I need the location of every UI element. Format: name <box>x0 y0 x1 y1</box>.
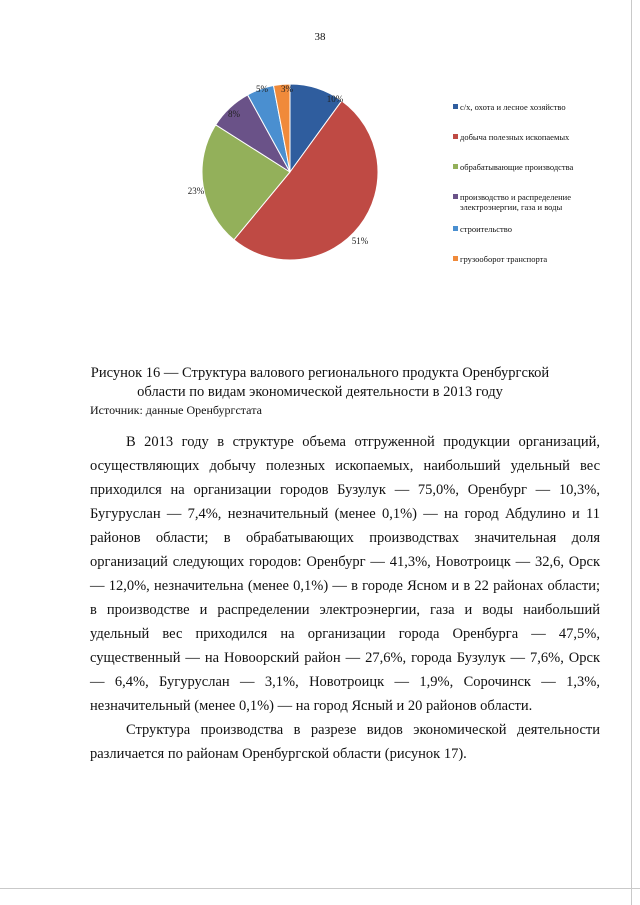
legend-label: обрабатывающие производства <box>460 162 574 172</box>
legend-swatch <box>453 226 458 231</box>
legend-item <box>453 192 628 212</box>
legend-item <box>453 162 628 172</box>
body-paragraph: В 2013 году в структуре объема отгруженной продукции организаций, осуществляющих добычу полезных ископаемых, наибольший удельный вес приходился на организации городов Бузулук — 75,0%, Оренбург — 10,3%, Бугуруслан — 7,4%, незначительный (менее 0,1%) — на город Абдулино и 11 районов области; в обрабатывающих производствах значительная доля организаций следующих городов: Оренбург — 41,3%, Новотроицк — 32,6, Орск — 12,0%, незначительна (менее 0,1%) — в городе Ясном и в 22 районах области; в производстве и распределении электроэнергии, газа и воды наибольший удельный вес приходился на организации города Оренбурга — 47,5%, существенный — на Новоорский район — 27,6%, города Бузулук — 7,6%, Орск — 6,4%, Бугуруслан — 3,1%, Новотроицк — 1,9%, Сорочинск — 1,3%, незначительный (менее 0,1%) — на город Ясный и 20 районов области. <box>90 434 600 714</box>
caption-line-1: Рисунок 16 — Структура валового регионального продукта Оренбургской <box>90 365 550 381</box>
legend-label: добыча полезных ископаемых <box>460 132 570 142</box>
figure-source: Источник: данные Оренбургстата <box>90 403 262 417</box>
legend-swatch <box>453 194 458 199</box>
legend-item <box>453 102 628 112</box>
pie-slice-label: 5% <box>256 84 268 94</box>
page-number: 38 <box>314 31 326 43</box>
legend-item <box>453 254 628 264</box>
legend-label: с/х, охота и лесное хозяйство <box>460 102 566 112</box>
caption-line-2: области по видам экономической деятельности в 2013 году <box>137 384 503 400</box>
body-paragraph: Структура производства в разрезе видов экономической деятельности различается по районам Оренбургской области (рисунок 17). <box>90 722 600 762</box>
pie-slice-label: 23% <box>187 186 205 196</box>
pie-chart <box>175 82 415 282</box>
pie-slice-label: 51% <box>351 236 369 246</box>
legend-item <box>453 132 628 142</box>
figure-caption <box>90 364 550 402</box>
pie-slice-label: 3% <box>281 84 293 94</box>
legend-label: производство и распределение электроэнергии, газа и воды <box>460 192 571 212</box>
legend-label: строительство <box>460 224 512 234</box>
pie-slice-label: 10% <box>326 94 344 104</box>
legend-label: грузооборот транспорта <box>460 254 548 264</box>
legend-swatch <box>453 104 458 109</box>
legend-item <box>453 224 628 234</box>
legend-swatch <box>453 256 458 261</box>
legend-swatch <box>453 164 458 169</box>
page-edge-right <box>631 0 632 905</box>
legend-swatch <box>453 134 458 139</box>
page-edge-bottom <box>0 888 640 889</box>
pie-slice-label: 8% <box>228 109 240 119</box>
